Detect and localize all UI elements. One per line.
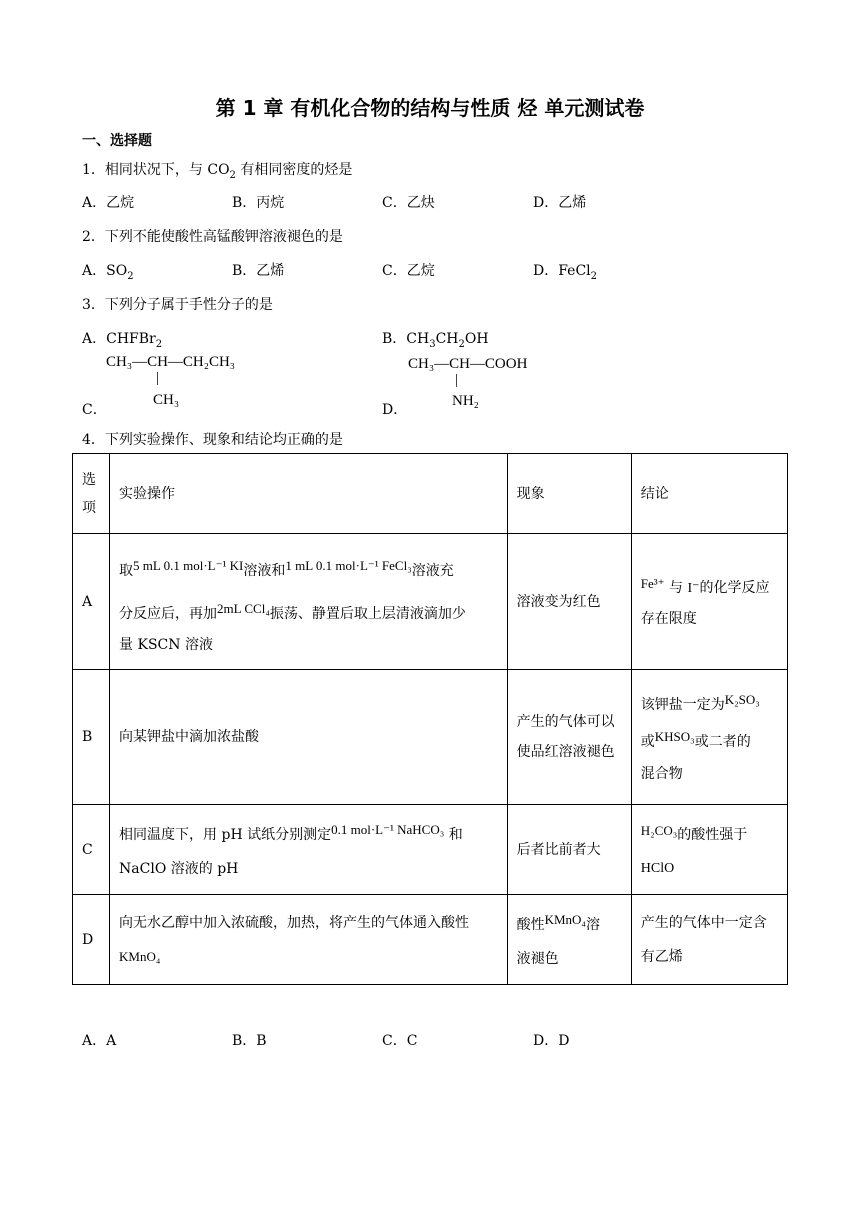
question-2-stem: 2．下列不能使酸性高锰酸钾溶液褪色的是 xyxy=(82,229,343,245)
q1-option-b[interactable]: B．丙烷 xyxy=(232,195,285,211)
q3-d-structure-bond: | xyxy=(455,372,459,388)
header-conclusion: 结论 xyxy=(631,454,787,534)
row-b-conclusion: 该钾盐一定为K₂SO₃ 或KHSO₃或二者的 混合物 xyxy=(631,670,787,805)
q3-d-structure-main-chain: CH₃—CH—COOH xyxy=(408,356,528,372)
row-b-operation: 向某钾盐中滴加浓盐酸 xyxy=(110,670,508,805)
q4-option-b[interactable]: B．B xyxy=(232,1033,267,1049)
row-a-phenomenon: 溶液变为红色 xyxy=(507,534,631,670)
row-d-phenomenon: 酸性KMnO₄溶 液褪色 xyxy=(507,895,631,985)
q3-c-structure-main-chain: CH₃—CH—CH₂CH₃ xyxy=(106,354,236,370)
row-b-phenomenon: 产生的气体可以 使品红溶液褪色 xyxy=(507,670,631,805)
experiment-table xyxy=(72,453,788,985)
row-a-operation: 取5 mL 0.1 mol·L⁻¹ KI溶液和1 mL 0.1 mol·L⁻¹ FeCl₃溶液充 分反应后，再加2mL CCl₄振荡、静置后取上层清液滴加少 量 KSCN 溶液 xyxy=(110,534,508,670)
q2-option-c[interactable]: C．乙烷 xyxy=(382,263,435,279)
row-c-phenomenon: 后者比前者大 xyxy=(507,805,631,895)
section-heading: 一、选择题 xyxy=(82,133,152,149)
table-row-a xyxy=(73,534,788,670)
row-d-operation: 向无水乙醇中加入浓硫酸，加热，将产生的气体通入酸性 KMnO₄ xyxy=(110,895,508,985)
row-label: C xyxy=(73,805,110,895)
row-label: A xyxy=(73,534,110,670)
q3-c-structure-bond: | xyxy=(156,370,160,386)
page-title: 第 1 章 有机化合物的结构与性质 烃 单元测试卷 xyxy=(215,96,645,120)
q2-option-b[interactable]: B．乙烯 xyxy=(232,263,285,279)
q1-option-a[interactable]: A．乙烷 xyxy=(82,195,135,211)
row-c-operation: 相同温度下，用 pH 试纸分别测定0.1 mol·L⁻¹ NaHCO₃ 和 NaClO 溶液的 pH xyxy=(110,805,508,895)
q3-option-c[interactable]: C． xyxy=(82,402,107,418)
q3-option-a[interactable]: A．CHFBr$_2$ xyxy=(82,331,163,350)
q1-option-d[interactable]: D．乙烯 xyxy=(533,195,587,211)
row-label: B xyxy=(73,670,110,805)
q4-option-d[interactable]: D．D xyxy=(533,1033,570,1049)
q1-option-c[interactable]: C．乙炔 xyxy=(382,195,435,211)
row-d-conclusion: 产生的气体中一定含 有乙烯 xyxy=(631,895,787,985)
q3-option-b[interactable]: B．$CH_3CH_2OH$ xyxy=(382,331,489,350)
row-a-conclusion: Fe³⁺ 与 I⁻的化学反应 存在限度 xyxy=(631,534,787,670)
row-label: D xyxy=(73,895,110,985)
question-4-stem: 4．下列实验操作、现象和结论均正确的是 xyxy=(82,432,343,448)
question-3-stem: 3．下列分子属于手性分子的是 xyxy=(82,297,273,313)
q4-option-a[interactable]: A．A xyxy=(82,1033,117,1049)
header-phenomenon: 现象 xyxy=(507,454,631,534)
q3-option-d[interactable]: D． xyxy=(382,402,408,418)
q2-option-a[interactable]: A．$SO_2$ xyxy=(82,263,134,282)
table-row-c xyxy=(73,805,788,895)
table-header-row xyxy=(73,454,788,534)
header-operation: 实验操作 xyxy=(110,454,508,534)
question-1-stem: 1．相同状况下，与 $CO_2$ 有相同密度的烃是 xyxy=(82,162,353,181)
q3-c-structure-branch: CH₃ xyxy=(153,392,180,408)
row-c-conclusion: H₂CO₃的酸性强于 HClO xyxy=(631,805,787,895)
table-row-b xyxy=(73,670,788,805)
q4-option-c[interactable]: C．C xyxy=(382,1033,418,1049)
q2-option-d[interactable]: D．FeCl$_2$ xyxy=(533,263,598,282)
header-option: 选项 xyxy=(73,454,110,534)
table-row-d xyxy=(73,895,788,985)
q3-d-structure-branch: NH₂ xyxy=(452,393,479,409)
